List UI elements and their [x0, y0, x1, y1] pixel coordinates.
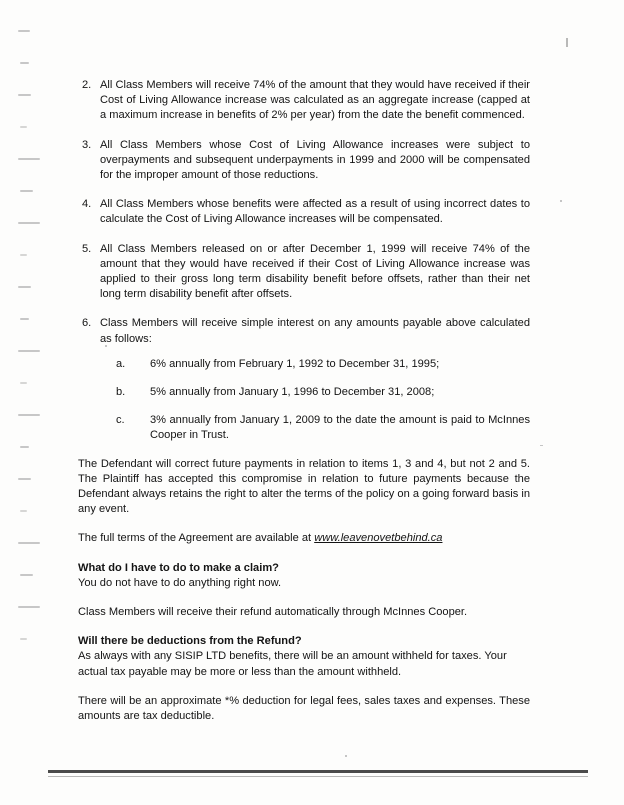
item-number: 4. — [82, 198, 92, 211]
sub-list-item — [116, 357, 530, 372]
approximate-deduction-paragraph: There will be an approximate *% deduction for legal fees, sales taxes and expenses. These amounts are tax deductible. — [78, 694, 530, 723]
deductions-body: As always with any SISIP LTD benefits, there will be an amount withheld for taxes. Your actual tax payable may be more or less than the amount withheld. — [78, 650, 507, 678]
document-body — [78, 78, 530, 738]
numbered-item — [78, 242, 530, 303]
numbered-item — [78, 78, 530, 124]
claim-heading: What do I have to do to make a claim? — [78, 561, 279, 574]
item-number: 6. — [82, 317, 92, 330]
item-text: All Class Members will receive 74% of the amount that they would have received if their Cost of Living Allowance increase was calculated as an aggregate increase (capped at a maximum increase in benefits of 2% per year) from the date the benefit commenced. — [100, 79, 530, 122]
claim-answer: You do not have to do anything right now. — [78, 576, 282, 589]
sub-item-label: c. — [116, 414, 125, 427]
scan-artifact-top — [566, 38, 568, 47]
interest-sub-list — [78, 357, 530, 444]
numbered-item — [78, 316, 530, 346]
automatic-refund-paragraph: Class Members will receive their refund automatically through McInnes Cooper. — [78, 606, 468, 619]
item-text: All Class Members whose benefits were affected as a result of using incorrect dates to calculate the Cost of Living Allowance increases will be compensated. — [100, 198, 530, 226]
item-text: All Class Members whose Cost of Living Allowance increases were subject to overpayments and subsequent underpayments in 1999 and 2000 will be compensated for the improper amount of those reductions. — [100, 138, 530, 182]
agreement-terms-paragraph — [78, 531, 530, 546]
scan-speck — [540, 445, 543, 446]
sub-item-text: 3% annually from January 1, 2009 to the date the amount is paid to McInnes Cooper in Trust. — [150, 414, 530, 442]
scan-speck — [560, 200, 562, 202]
item-number: 2. — [82, 79, 92, 91]
sub-item-label: a. — [116, 357, 126, 370]
page-bottom-rule-secondary — [48, 776, 588, 777]
deductions-heading: Will there be deductions from the Refund? — [78, 635, 302, 648]
defendant-note-paragraph: The Defendant will correct future payments in relation to items 1, 3 and 4, but not 2 and 5. The Plaintiff has accepted this compromise in relation to future payments because the Defendant always retains the right to alter the terms of the policy on a going forward basis in any event. — [78, 457, 531, 516]
scan-margin-marks — [18, 30, 40, 730]
sub-item-text: 6% annually from February 1, 1992 to December 31, 1995; — [150, 357, 440, 370]
item-number: 3. — [82, 138, 92, 151]
agreement-prefix-text: The full terms of the Agreement are available at — [78, 532, 315, 545]
page-bottom-rule — [48, 770, 588, 773]
item-number: 5. — [82, 242, 92, 255]
scan-speck — [345, 755, 347, 757]
sub-item-text: 5% annually from January 1, 1996 to December 31, 2008; — [150, 386, 435, 399]
item-text: Class Members will receive simple interest on any amounts payable above calculated as follows: — [100, 317, 530, 345]
item-text: All Class Members released on or after December 1, 1999 will receive 74% of the amount that they would have received if their Cost of Living Allowance increase was applied to their gross long term disability benefit before offsets, rather than their net long term disability benefit after offsets. — [100, 242, 530, 301]
sub-list-item — [116, 413, 530, 443]
sub-item-label: b. — [116, 386, 126, 399]
sub-list-item — [116, 385, 530, 400]
numbered-item — [78, 138, 530, 184]
numbered-item — [78, 197, 530, 227]
agreement-website-link[interactable]: www.leavenovetbehind.ca — [314, 532, 443, 545]
